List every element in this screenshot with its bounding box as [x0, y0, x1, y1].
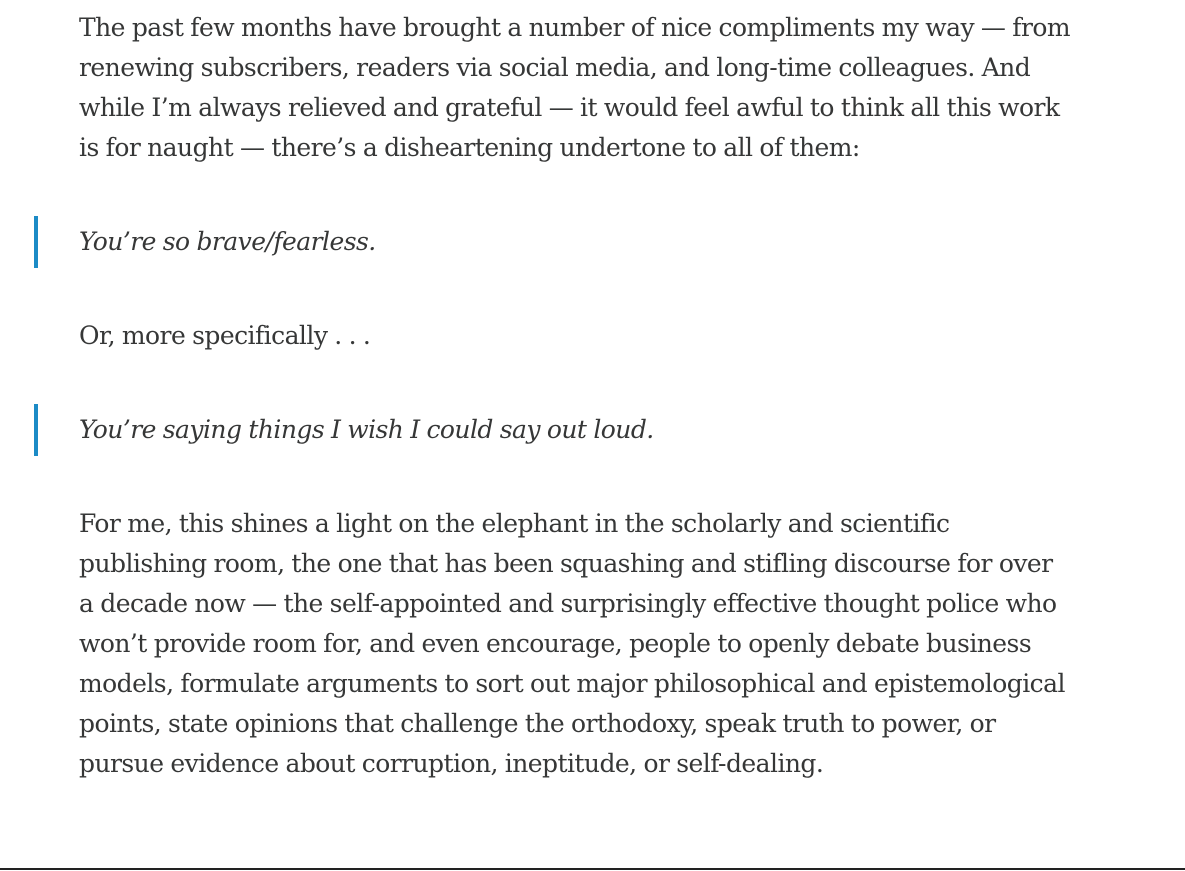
- text-line: models, formulate arguments to sort out major philosophical and epistemological: [79, 669, 1065, 698]
- text-line: a decade now — the self-appointed and surprisingly effective thought police who: [79, 589, 1057, 618]
- text-line: The past few months have brought a number of nice compliments my way — from: [79, 13, 1071, 42]
- paragraph-intro: [79, 8, 1179, 168]
- quote-text: You’re saying things I wish I could say out loud.: [79, 415, 654, 444]
- article-body: [79, 8, 1179, 784]
- quote-bar: [34, 216, 38, 268]
- text-line: is for naught — there’s a disheartening undertone to all of them:: [79, 133, 860, 162]
- quote-text: You’re so brave/fearless.: [79, 227, 376, 256]
- blockquote-out-loud: [79, 410, 1179, 450]
- text-line: points, state opinions that challenge the orthodoxy, speak truth to power, or: [79, 709, 996, 738]
- paragraph-specifically: [79, 316, 1179, 356]
- quote-bar: [34, 404, 38, 456]
- text-line: while I’m always relieved and grateful — it would feel awful to think all this work: [79, 93, 1060, 122]
- text-line: publishing room, the one that has been squashing and stifling discourse for over: [79, 549, 1053, 578]
- text-line: won’t provide room for, and even encourage, people to openly debate business: [79, 629, 1032, 658]
- text-line: Or, more specifically . . .: [79, 321, 371, 350]
- blockquote-brave: [79, 222, 1179, 262]
- text-line: renewing subscribers, readers via social media, and long-time colleagues. And: [79, 53, 1031, 82]
- bottom-divider: [0, 868, 1185, 870]
- text-line: For me, this shines a light on the elephant in the scholarly and scientific: [79, 509, 950, 538]
- text-line: pursue evidence about corruption, ineptitude, or self-dealing.: [79, 749, 824, 778]
- paragraph-elephant: [79, 504, 1179, 784]
